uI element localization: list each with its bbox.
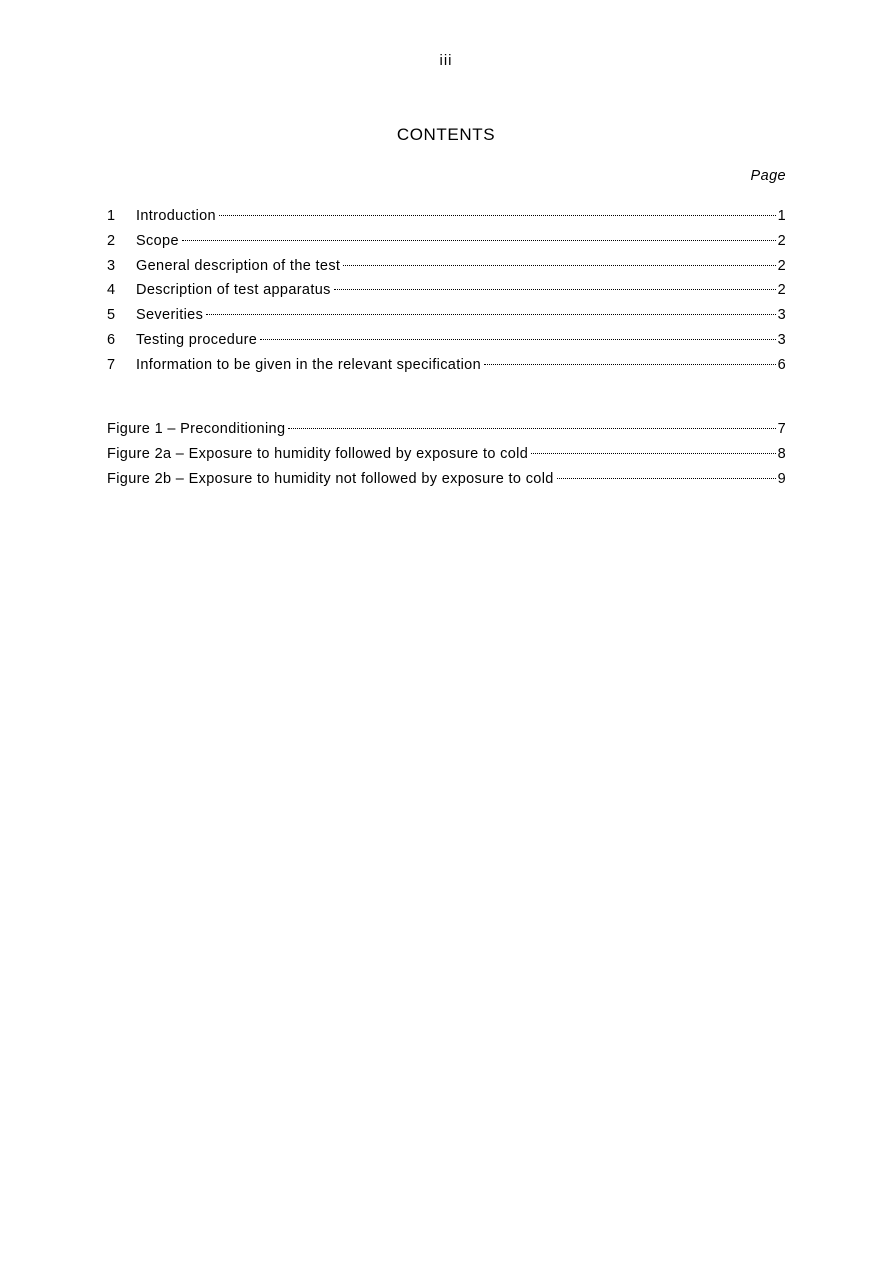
toc-entry-page: 2 <box>777 257 786 274</box>
dot-leader <box>343 250 775 270</box>
dot-leader <box>219 200 776 220</box>
toc-entry-number: 1 <box>107 208 116 224</box>
toc-entry-title: Testing procedure <box>136 331 258 348</box>
toc-entry-page: 2 <box>777 282 786 299</box>
toc-entry-general-description[interactable] <box>107 250 786 275</box>
dot-leader <box>531 438 775 458</box>
toc-entry-title: Figure 1 – Preconditioning <box>107 421 286 437</box>
toc-entry-figure-2b[interactable] <box>107 463 786 488</box>
toc-entry-test-apparatus[interactable] <box>107 274 786 299</box>
toc-entry-number: 5 <box>107 307 116 324</box>
toc-entry-page: 6 <box>777 356 786 373</box>
toc-entry-number: 4 <box>107 282 116 299</box>
toc-entry-page: 3 <box>777 307 786 324</box>
toc-entry-title: Introduction <box>136 208 216 224</box>
toc-entry-title: Information to be given in the relevant specification <box>136 356 481 373</box>
toc-entry-number: 3 <box>107 257 116 274</box>
toc-entry-introduction[interactable] <box>107 200 786 225</box>
toc-entry-figure-1[interactable] <box>107 413 786 438</box>
toc-figures-list <box>107 413 786 487</box>
toc-sections-list <box>107 200 786 374</box>
page-column-heading: Page <box>750 168 786 184</box>
toc-entry-title: Figure 2a – Exposure to humidity followed by exposure to cold <box>107 445 529 462</box>
toc-entry-number: 6 <box>107 331 116 348</box>
toc-entry-page: 2 <box>777 232 786 249</box>
dot-leader <box>206 299 775 319</box>
toc-entry-page: 7 <box>777 421 786 437</box>
dot-leader <box>484 349 776 369</box>
toc-entry-page: 1 <box>777 208 786 224</box>
toc-entry-title: Figure 2b – Exposure to humidity not followed by exposure to cold <box>107 470 554 487</box>
dot-leader <box>334 274 776 294</box>
toc-entry-title: Severities <box>136 307 204 324</box>
dot-leader <box>288 413 775 433</box>
dot-leader <box>557 463 776 483</box>
toc-entry-page: 3 <box>777 331 786 348</box>
dot-leader <box>260 324 775 344</box>
dot-leader <box>182 225 776 245</box>
toc-entry-page: 9 <box>777 470 786 487</box>
toc-entry-title: Description of test apparatus <box>136 282 331 299</box>
toc-entry-testing-procedure[interactable] <box>107 324 786 349</box>
toc-entry-title: Scope <box>136 232 179 249</box>
toc-entry-severities[interactable] <box>107 299 786 324</box>
page-number: iii <box>439 52 453 69</box>
toc-entry-number: 7 <box>107 356 116 373</box>
toc-entry-title: General description of the test <box>136 257 341 274</box>
toc-entry-figure-2a[interactable] <box>107 438 786 463</box>
toc-entry-scope[interactable] <box>107 225 786 250</box>
toc-entry-number: 2 <box>107 232 116 249</box>
toc-entry-relevant-specification[interactable] <box>107 349 786 374</box>
contents-title: CONTENTS <box>396 125 496 144</box>
toc-entry-page: 8 <box>777 445 786 462</box>
